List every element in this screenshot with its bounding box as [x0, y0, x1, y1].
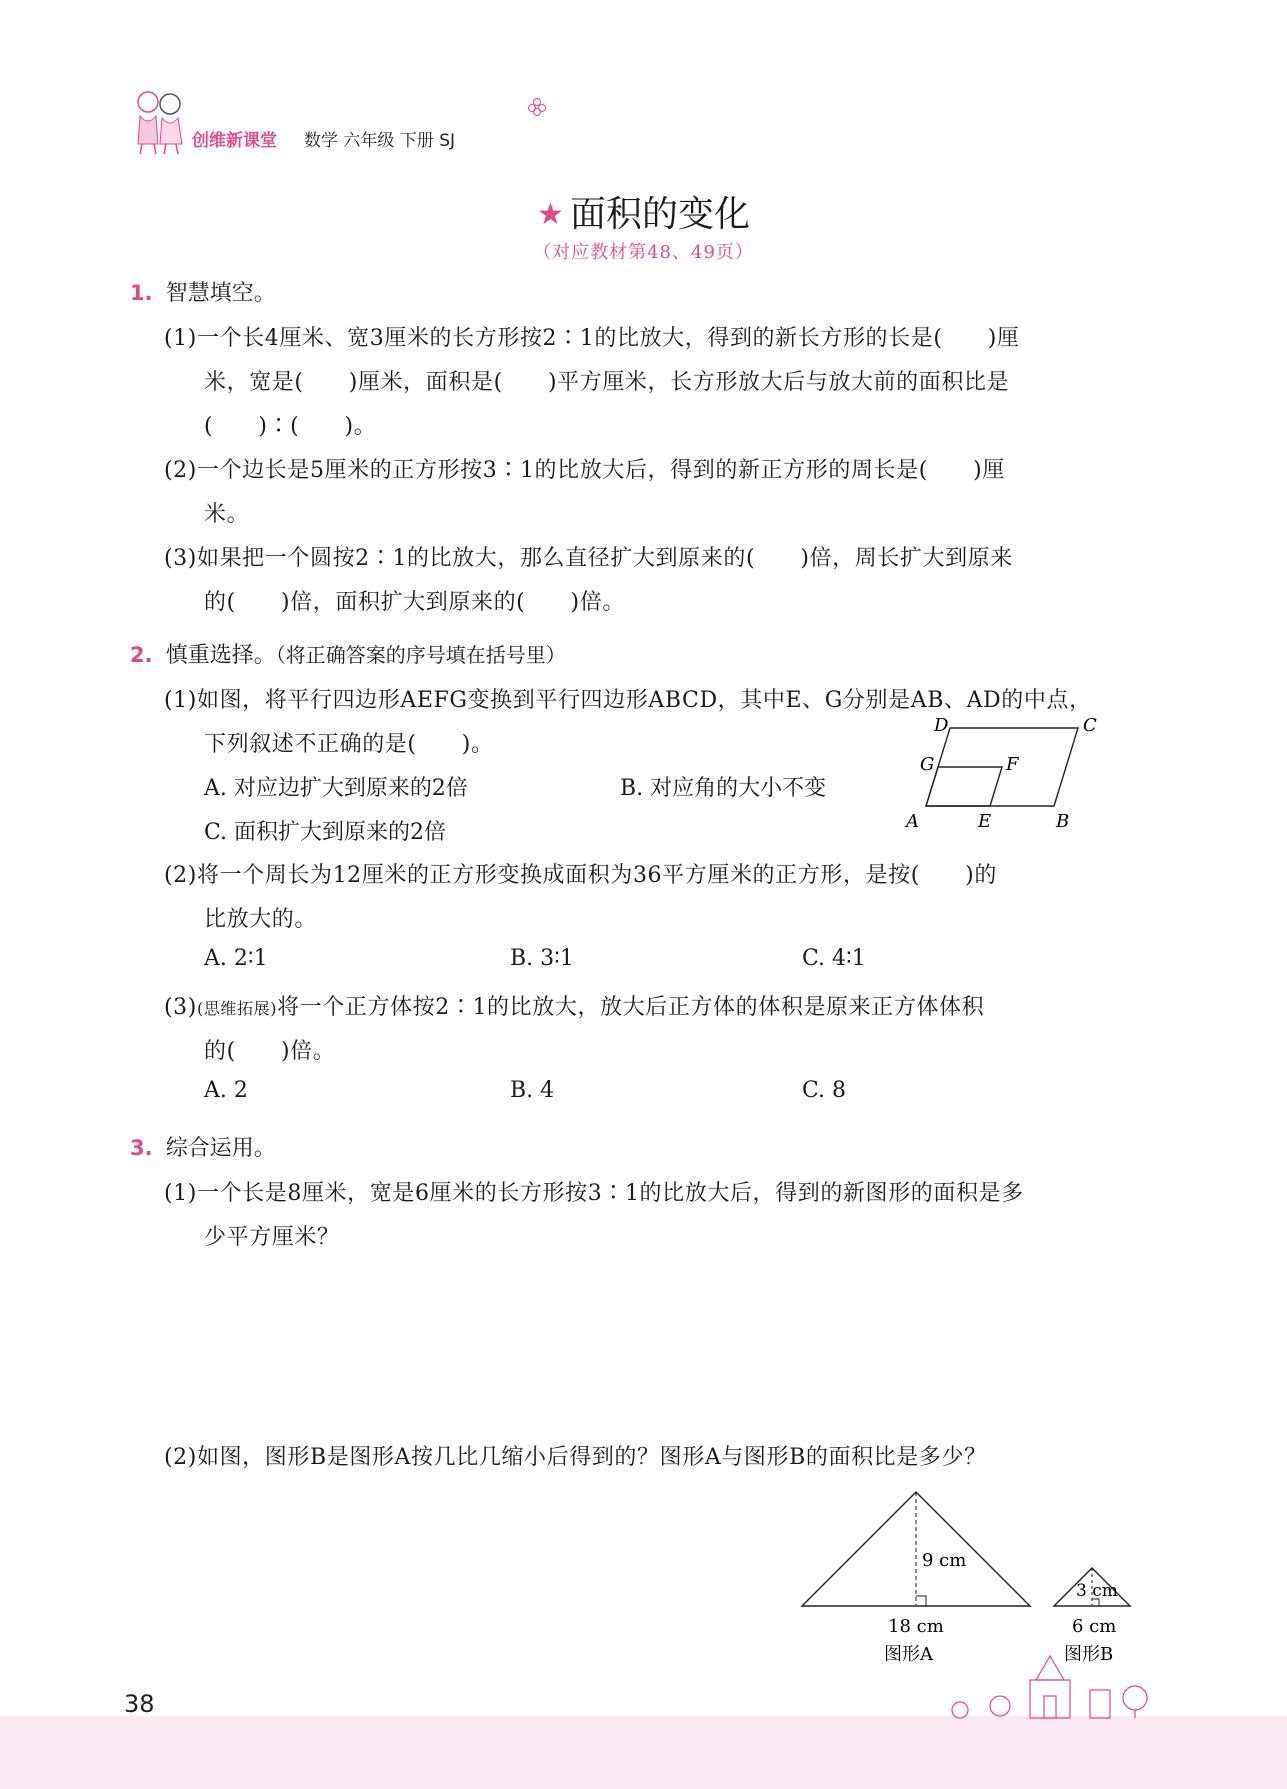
q2-p2-line: 比放大的。 [204, 907, 318, 932]
q2-p3-option-a: A. 2 [204, 1078, 248, 1103]
triangle-figures [796, 1486, 1136, 1666]
q1-heading [130, 276, 276, 307]
triangle-a-name: 图形A [884, 1644, 933, 1665]
q1-line: (3)如果把一个圆按2∶1的比放大，那么直径扩大到原来的( )倍，周长扩大到原来 [164, 546, 1013, 571]
q2-p3-line: 的( )倍。 [204, 1039, 336, 1064]
bottom-band [0, 1716, 1287, 1789]
label-g: G [920, 754, 935, 775]
q1-line: (2)一个边长是5厘米的正方形按3∶1的比放大后，得到的新正方形的周长是( )厘 [164, 458, 1005, 483]
q3-heading [130, 1131, 276, 1162]
flower-decoration-icon [526, 96, 548, 118]
q2-p3-line: (3)(思维拓展)将一个正方体按2∶1的比放大，放大后正方体的体积是原来正方体体积 [164, 995, 985, 1020]
q2-p2-option-b: B. 3∶1 [510, 946, 574, 971]
star-icon: ★ [537, 197, 564, 232]
q2-p2-line: (2)将一个周长为12厘米的正方形变换成面积为36平方厘米的正方形，是按( )的 [164, 863, 997, 888]
q1-number: 1. [130, 281, 153, 305]
q2-p1-option-c: C. 面积扩大到原来的2倍 [204, 820, 447, 845]
q2-p2-option-c: C. 4∶1 [802, 946, 866, 971]
parallelogram-aefg [926, 767, 1002, 806]
label-d: D [934, 715, 949, 736]
triangle-b-base-label: 6 cm [1072, 1616, 1117, 1637]
q2-number: 2. [130, 643, 153, 667]
q2-heading [130, 638, 566, 669]
brand-name: 创维新课堂 [192, 131, 277, 151]
book-info: 数学 六年级 下册 SJ [304, 131, 456, 151]
q2-p3-option-b: B. 4 [510, 1078, 555, 1103]
kids-illustration-icon [128, 86, 190, 156]
q2-p3-option-c: C. 8 [802, 1078, 847, 1103]
q2-p1-option-a: A. 对应边扩大到原来的2倍 [204, 776, 468, 801]
q3-number: 3. [130, 1136, 153, 1160]
q1-title: 智慧填空。 [165, 281, 276, 306]
q2-p2-option-a: A. 2∶1 [204, 946, 268, 971]
triangle-b-height-label: 3 cm [1076, 1581, 1118, 1601]
label-f: F [1006, 754, 1019, 775]
page-title: ★ 面积的变化 [537, 194, 750, 235]
q3-p2-line: (2)如图，图形B是图形A按几比几缩小后得到的？图形A与图形B的面积比是多少？ [164, 1445, 987, 1470]
q3-p1-line: (1)一个长是8厘米，宽是6厘米的长方形按3∶1的比放大后，得到的新图形的面积是多 [164, 1181, 1024, 1206]
page-number: 38 [124, 1690, 155, 1718]
label-c: C [1083, 715, 1097, 736]
q3-p1-line: 少平方厘米？ [204, 1225, 340, 1250]
triangle-a-height-label: 9 cm [922, 1550, 967, 1571]
label-e: E [978, 811, 992, 832]
page-subtitle: （对应教材第48、49页） [533, 242, 754, 263]
q2-p1-line: 下列叙述不正确的是( )。 [204, 732, 494, 757]
triangle-a-base-label: 18 cm [888, 1616, 944, 1637]
label-b: B [1056, 811, 1070, 832]
page-header [128, 86, 548, 156]
q1-line: (1)一个长4厘米、宽3厘米的长方形按2∶1的比放大，得到的新长方形的长是( )厘 [164, 326, 1020, 351]
castle-decoration-icon [940, 1650, 1170, 1720]
extension-note: (思维拓展) [196, 999, 278, 1018]
q3-title: 综合运用。 [165, 1136, 276, 1161]
right-angle-icon [916, 1596, 926, 1606]
q1-line: 米，宽是( )厘米，面积是( )平方厘米，长方形放大后与放大前的面积比是 [204, 370, 1010, 395]
q2-p1-line: (1)如图，将平行四边形AEFG变换到平行四边形ABCD，其中E、G分别是AB、AD的中点， [164, 688, 1092, 713]
label-a: A [906, 811, 919, 832]
triangle-b-name: 图形B [1064, 1644, 1114, 1665]
q1-line: ( )∶( )。 [204, 414, 377, 439]
parallelogram-figure [896, 712, 1097, 834]
q1-line: 的( )倍，面积扩大到原来的( )倍。 [204, 590, 625, 615]
q2-p1-option-b: B. 对应角的大小不变 [620, 776, 827, 801]
q2-title-note: （将正确答案的序号填在括号里） [275, 643, 566, 667]
q2-title: 慎重选择。 [165, 643, 276, 668]
q1-line: 米。 [204, 502, 250, 527]
